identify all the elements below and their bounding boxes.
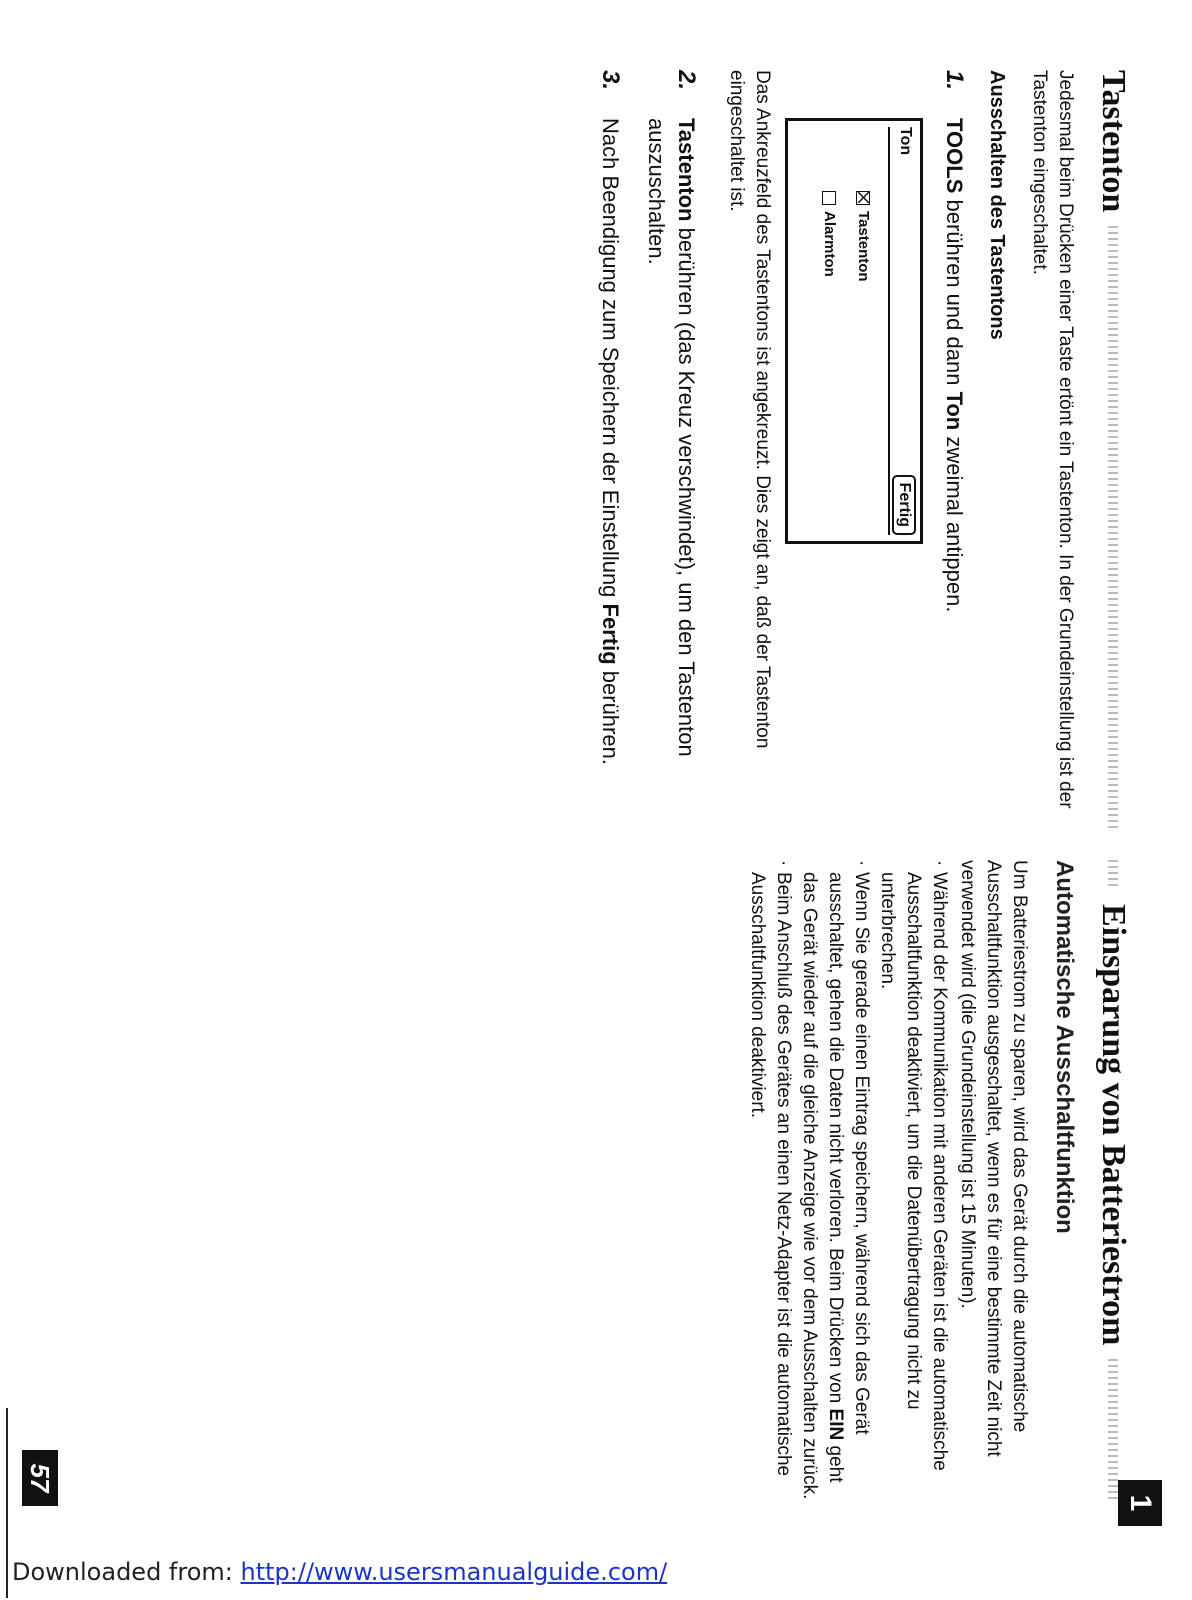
page-edge-line bbox=[6, 1408, 8, 1598]
bullet-item bbox=[874, 860, 952, 1500]
bullet-3-text: Beim Anschluß des Gerätes an einen Netz-Adapter ist die automatische Ausschaltfunktion deaktiviert. bbox=[747, 872, 794, 1477]
step-3-fertig: Fertig bbox=[598, 603, 623, 665]
step-2 bbox=[641, 70, 701, 830]
bullet-item bbox=[744, 860, 796, 1500]
tastenton-heading bbox=[1094, 70, 1132, 830]
chapter-tab: 1 bbox=[1118, 1480, 1162, 1526]
step-1-end: zweimal antippen. bbox=[942, 430, 967, 613]
bullet-mark: · bbox=[851, 860, 872, 867]
ausschaltfunktion-subheading: Automatische Ausschaltfunktion bbox=[1051, 860, 1078, 1234]
alarmton-option[interactable] bbox=[821, 191, 838, 277]
bullet-mark: · bbox=[929, 860, 950, 867]
alarmton-checkbox-icon[interactable] bbox=[823, 191, 837, 205]
step-3-number: 3. bbox=[597, 70, 624, 91]
step-2-tastenton: Tastenton bbox=[674, 118, 699, 222]
ausschaltfunktion-body: Um Batteriestrom zu sparen, wird das Gerät durch die automatische Ausschaltfunktion ausgeschaltet, wenn es für eine bestimmte Zeit nicht verwendet wird (die Grundeinstellung ist 15 Minuten). bbox=[957, 860, 1030, 1457]
step-3 bbox=[595, 70, 625, 830]
batteriestrom-heading bbox=[1094, 860, 1132, 1500]
tastenton-option-label: Tastenton bbox=[855, 211, 872, 282]
footer-prefix: Downloaded from: bbox=[12, 1558, 241, 1586]
bullet-2-ein: EIN bbox=[825, 1408, 846, 1441]
tastenton-intro: Jedesmal beim Drücken einer Taste ertönt ein Tastenton. In der Grundeinstellung ist der Tastenton eingeschaltet. bbox=[1029, 70, 1076, 809]
bullet-2-end: geht das Gerät wieder auf die gleiche Anzeige wie vor dem Ausschalten zurück. bbox=[799, 872, 846, 1500]
heading-dotted-rule bbox=[1108, 226, 1118, 830]
heading-dotted-rule-right bbox=[1108, 1359, 1118, 1500]
step-1 bbox=[939, 70, 969, 830]
left-column bbox=[579, 70, 1132, 830]
bullet-mark: · bbox=[773, 860, 794, 867]
step-2-number: 2. bbox=[673, 70, 700, 91]
screen-title-divider bbox=[888, 127, 890, 535]
step-2-rest: berühren (das Kreuz verschwindet), um den Tastenton auszuschalten. bbox=[644, 118, 699, 757]
step-1-mid: berühren und dann bbox=[942, 193, 967, 392]
ausschalten-subheading: Ausschalten des Tastentons bbox=[986, 70, 1008, 340]
bullet-2-text bbox=[796, 872, 874, 1500]
bullet-item bbox=[796, 860, 874, 1500]
step-1-ton: Ton bbox=[942, 391, 967, 431]
tastenton-checkbox-checked-icon[interactable] bbox=[857, 191, 871, 205]
tastenton-option[interactable] bbox=[855, 191, 872, 282]
right-column bbox=[744, 860, 1132, 1500]
step-1-number: 1. bbox=[941, 70, 968, 91]
step-3-text bbox=[595, 118, 625, 765]
footer-link[interactable]: http://www.usersmanualguide.com/ bbox=[240, 1558, 668, 1586]
checkbox-note: Das Ankreuzfeld des Tastentons ist angekreuzt. Dies zeigt an, daß der Tastenton eingeschaltet ist. bbox=[726, 70, 773, 749]
step-1-text bbox=[939, 118, 969, 612]
heading-dotted-rule-left bbox=[1108, 860, 1118, 890]
tastenton-title: Tastenton bbox=[1095, 70, 1132, 213]
step-3-end: berühren. bbox=[598, 664, 623, 765]
step-2-text bbox=[641, 118, 701, 830]
download-footer bbox=[12, 1558, 667, 1586]
ton-settings-screen bbox=[785, 118, 923, 544]
page-number: 57 bbox=[22, 1450, 58, 1506]
alarmton-option-label: Alarmton bbox=[821, 211, 838, 277]
bullet-2-start: Wenn Sie gerade einen Eintrag speichern, während sich das Gerät ausschaltet, gehen die Daten nicht verloren. Beim Drücken von bbox=[825, 872, 872, 1435]
screen-title: Ton bbox=[897, 127, 914, 156]
bullet-1-text: Während der Kommunikation mit anderen Geräten ist die automatische Ausschaltfunktion deaktiviert, um die Datenübertragung nicht zu unterbrechen. bbox=[877, 872, 950, 1471]
fertig-button[interactable]: Fertig bbox=[892, 475, 916, 535]
step-3-start: Nach Beendigung zum Speichern der Einstellung bbox=[598, 118, 623, 604]
batteriestrom-title: Einsparung von Batteriestrom bbox=[1095, 904, 1132, 1346]
step-1-tools: TOOLS bbox=[942, 118, 967, 194]
